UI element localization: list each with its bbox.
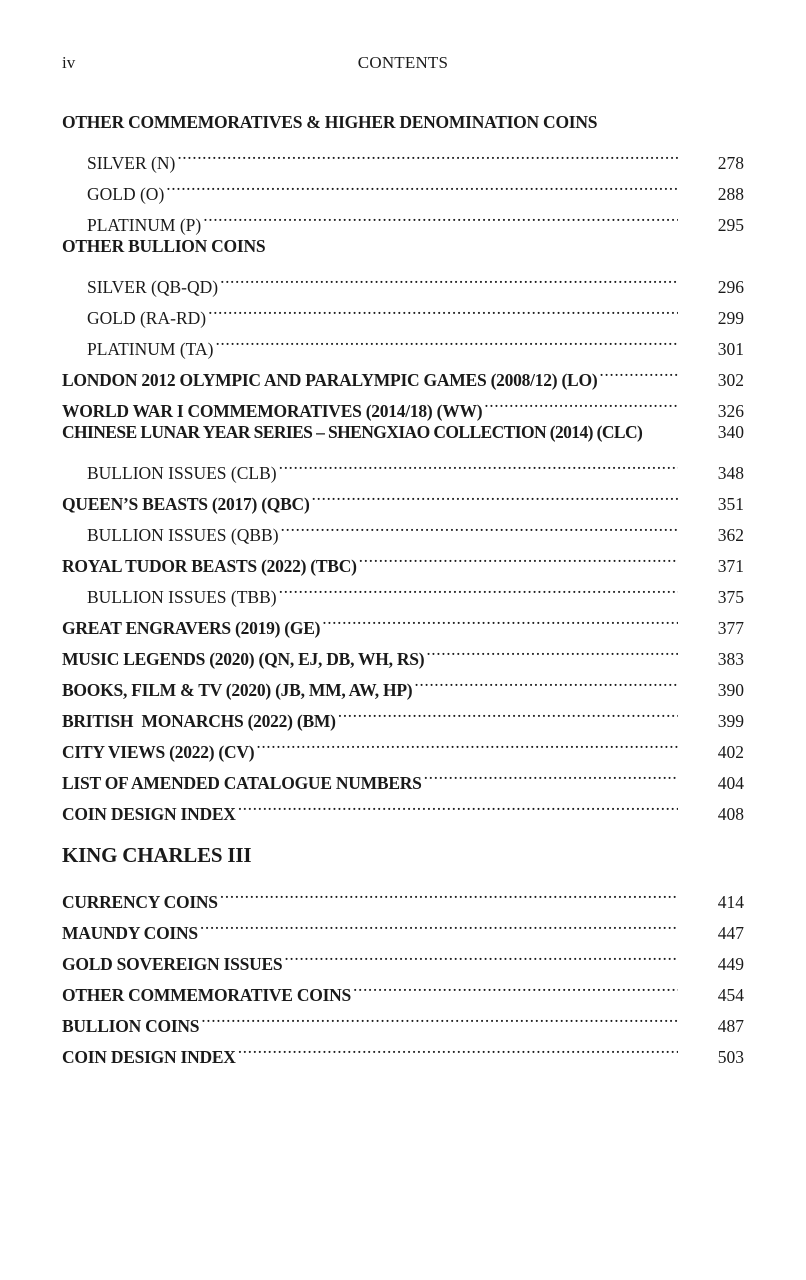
- dot-leader: [424, 758, 678, 789]
- toc-entry-label: CHINESE LUNAR YEAR SERIES – SHENGXIAO COLLECTION (2014) (CLC): [62, 422, 643, 442]
- dot-leader: [166, 169, 678, 200]
- toc-entry-label: WORLD WAR I COMMEMORATIVES (2014/18) (WW): [62, 401, 483, 421]
- toc-entry-page: 503: [717, 1047, 744, 1067]
- toc-entry-silver-n[interactable]: [62, 138, 744, 173]
- dot-leader: [322, 603, 678, 634]
- dot-leader: [201, 1001, 678, 1032]
- dot-leader: [599, 355, 678, 386]
- running-head: [62, 51, 744, 75]
- section-heading-king-charles: KING CHARLES III: [62, 843, 252, 867]
- toc-entry-label: CURRENCY COINS: [62, 892, 218, 912]
- dot-leader: [203, 200, 678, 231]
- toc-entry-label: BOOKS, FILM & TV (2020) (JB, MM, AW, HP): [62, 680, 413, 700]
- toc-entry-page: 278: [717, 153, 744, 173]
- toc-entry-page: 377: [717, 618, 744, 638]
- toc-entry-page: 340: [717, 422, 744, 442]
- toc-entry-label: OTHER COMMEMORATIVES & HIGHER DENOMINATION COINS: [62, 112, 598, 132]
- dot-leader: [279, 448, 678, 479]
- dot-leader: [177, 138, 678, 169]
- toc-entry-label: BRITISH MONARCHS (2022) (BM): [62, 711, 336, 731]
- dot-leader: [220, 877, 678, 908]
- page-title: CONTENTS: [357, 53, 449, 72]
- toc-entry-label: BULLION ISSUES (CLB): [87, 463, 277, 483]
- dot-leader: [281, 510, 678, 541]
- toc-entry-page: 383: [717, 649, 744, 669]
- toc-entry-page: 449: [717, 954, 744, 974]
- dot-leader: [200, 908, 678, 939]
- toc-entry-page: 487: [717, 1016, 744, 1036]
- toc-entry-label: ROYAL TUDOR BEASTS (2022) (TBC): [62, 556, 357, 576]
- dot-leader: [208, 293, 678, 324]
- toc-entry-page: 362: [717, 525, 744, 545]
- toc-entry-silver-qb-qd[interactable]: [62, 262, 744, 297]
- toc-entry-label: CITY VIEWS (2022) (CV): [62, 742, 255, 762]
- toc-entry-page: 390: [717, 680, 744, 700]
- toc-entry-label: GREAT ENGRAVERS (2019) (GE): [62, 618, 321, 638]
- dot-leader: [426, 634, 678, 665]
- toc-entry-label: GOLD (RA-RD): [87, 308, 207, 328]
- toc-entry-label: GOLD SOVEREIGN ISSUES: [62, 954, 283, 974]
- dot-leader: [359, 541, 678, 572]
- toc-entry-label: SILVER (QB-QD): [87, 277, 219, 297]
- toc-entry-label: QUEEN’S BEASTS (2017) (QBC): [62, 494, 310, 514]
- toc-entry-page: 375: [717, 587, 744, 607]
- toc-entry-label: OTHER COMMEMORATIVE COINS: [62, 985, 351, 1005]
- toc-entry-bullion-clb[interactable]: [62, 448, 744, 483]
- dot-leader: [215, 324, 678, 355]
- toc-entry-currency-coins[interactable]: [62, 877, 744, 912]
- toc-entry-label: SILVER (N): [87, 153, 176, 173]
- toc-entry-page: 408: [717, 804, 744, 824]
- dot-leader: [312, 479, 678, 510]
- toc-entry-page: 447: [717, 923, 744, 943]
- toc-section-other-bullion[interactable]: [62, 231, 744, 262]
- dot-leader: [414, 665, 678, 696]
- dot-leader: [484, 386, 678, 417]
- toc-entry-label: BULLION COINS: [62, 1016, 200, 1036]
- toc-entry-label: PLATINUM (TA): [87, 339, 214, 359]
- dot-leader: [238, 1032, 678, 1063]
- dot-leader: [238, 789, 678, 820]
- toc-entry-page: 402: [717, 742, 744, 762]
- toc-entry-page: 351: [717, 494, 744, 514]
- toc-entry-page: 301: [717, 339, 744, 359]
- dot-leader: [338, 696, 678, 727]
- toc-entry-page: 454: [717, 985, 744, 1005]
- toc-entry-page: 404: [717, 773, 744, 793]
- toc-entry-label: GOLD (O): [87, 184, 165, 204]
- toc-entry-page: 399: [717, 711, 744, 731]
- toc-section-other-commemoratives[interactable]: [62, 107, 744, 138]
- toc-entry-page: 348: [717, 463, 744, 483]
- toc-entry-label: LONDON 2012 OLYMPIC AND PARALYMPIC GAMES (2008/12) (LO): [62, 370, 598, 390]
- toc-entry-page: 371: [717, 556, 744, 576]
- toc-entry-label: MAUNDY COINS: [62, 923, 198, 943]
- toc-entry-label: BULLION ISSUES (TBB): [87, 587, 277, 607]
- table-of-contents: [62, 107, 744, 1067]
- toc-entry-page: 299: [717, 308, 744, 328]
- toc-entry-page: 414: [717, 892, 744, 912]
- toc-entry-page: 326: [717, 401, 744, 421]
- toc-entry-label: LIST OF AMENDED CATALOGUE NUMBERS: [62, 773, 422, 793]
- toc-entry-page: 295: [717, 215, 744, 235]
- dot-leader: [220, 262, 678, 293]
- toc-entry-chinese-lunar[interactable]: [62, 417, 744, 448]
- toc-entry-page: 296: [717, 277, 744, 297]
- toc-entry-label: COIN DESIGN INDEX: [62, 1047, 236, 1067]
- dot-leader: [279, 572, 678, 603]
- toc-entry-label: PLATINUM (P): [87, 215, 202, 235]
- dot-leader: [353, 970, 678, 1001]
- toc-entry-label: BULLION ISSUES (QBB): [87, 525, 279, 545]
- dot-leader: [284, 939, 678, 970]
- toc-entry-label: MUSIC LEGENDS (2020) (QN, EJ, DB, WH, RS): [62, 649, 425, 669]
- page-folio: iv: [62, 53, 76, 72]
- toc-entry-page: 288: [717, 184, 744, 204]
- dot-leader: [256, 727, 678, 758]
- toc-entry-page: 302: [717, 370, 744, 390]
- toc-entry-label: OTHER BULLION COINS: [62, 236, 266, 256]
- toc-entry-label: COIN DESIGN INDEX: [62, 804, 236, 824]
